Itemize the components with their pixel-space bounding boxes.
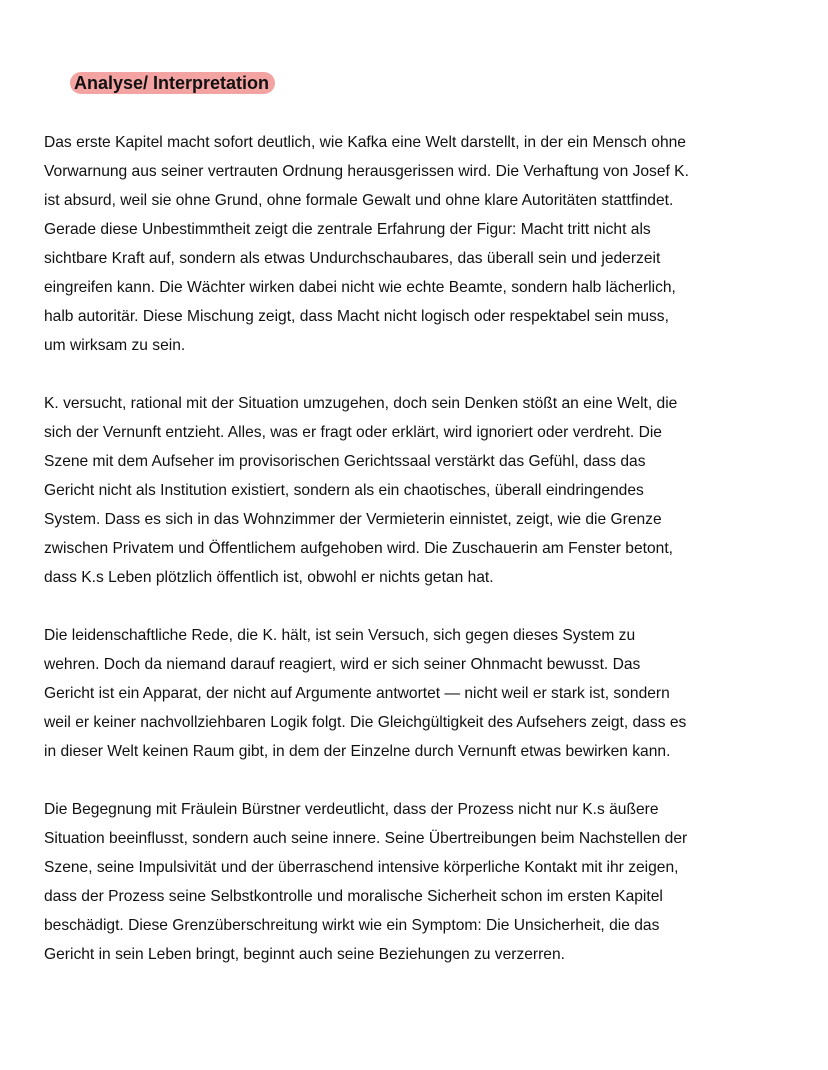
text-line: zwischen Privatem und Öffentlichem aufgehoben wird. Die Zuschauerin am Fenster betont, xyxy=(44,540,673,557)
text-line: Gericht ist ein Apparat, der nicht auf Argumente antwortet — nicht weil er stark ist, sondern xyxy=(44,685,670,702)
text-line: um wirksam zu sein. xyxy=(44,337,186,354)
text-line: Die Begegnung mit Fräulein Bürstner verdeutlicht, dass der Prozess nicht nur K.s äußere xyxy=(44,801,659,818)
paragraph-2 xyxy=(44,389,794,592)
paragraph-1 xyxy=(44,128,794,360)
text-line: Die leidenschaftliche Rede, die K. hält, ist sein Versuch, sich gegen dieses System zu xyxy=(44,627,636,644)
paragraph-3 xyxy=(44,621,794,766)
section-heading: Analyse/ Interpretation xyxy=(70,72,275,94)
text-line: in dieser Welt keinen Raum gibt, in dem der Einzelne durch Vernunft etwas bewirken kann. xyxy=(44,743,671,760)
paragraph-4 xyxy=(44,795,794,969)
text-line: sichtbare Kraft auf, sondern als etwas Undurchschaubares, das überall sein und jederzeit xyxy=(44,250,661,267)
text-line: weil er keiner nachvollziehbaren Logik folgt. Die Gleichgültigkeit des Aufsehers zeigt, dass es xyxy=(44,714,687,731)
text-line: dass K.s Leben plötzlich öffentlich ist, obwohl er nichts getan hat. xyxy=(44,569,494,586)
text-line: eingreifen kann. Die Wächter wirken dabei nicht wie echte Beamte, sondern halb lächerlich, xyxy=(44,279,676,296)
text-line: Szene mit dem Aufseher im provisorischen Gerichtssaal verstärkt das Gefühl, dass das xyxy=(44,453,646,470)
text-line: dass der Prozess seine Selbstkontrolle und moralische Sicherheit schon im ersten Kapitel xyxy=(44,888,663,905)
text-line: System. Dass es sich in das Wohnzimmer der Vermieterin einnistet, zeigt, wie die Grenze xyxy=(44,511,662,528)
heading-container xyxy=(70,72,275,94)
text-line: Gericht nicht als Institution existiert, sondern als ein chaotisches, überall eindringendes xyxy=(44,482,644,499)
text-line: wehren. Doch da niemand darauf reagiert, wird er sich seiner Ohnmacht bewusst. Das xyxy=(44,656,641,673)
text-line: sich der Vernunft entzieht. Alles, was er fragt oder erklärt, wird ignoriert oder verdreht. Die xyxy=(44,424,662,441)
text-line: Gericht in sein Leben bringt, beginnt auch seine Beziehungen zu verzerren. xyxy=(44,946,565,963)
document-body xyxy=(44,128,794,998)
text-line: Das erste Kapitel macht sofort deutlich, wie Kafka eine Welt darstellt, in der ein Mensch ohne xyxy=(44,134,686,151)
text-line: K. versucht, rational mit der Situation umzugehen, doch sein Denken stößt an eine Welt, die xyxy=(44,395,678,412)
text-line: beschädigt. Diese Grenzüberschreitung wirkt wie ein Symptom: Die Unsicherheit, die das xyxy=(44,917,660,934)
text-line: Vorwarnung aus seiner vertrauten Ordnung herausgerissen wird. Die Verhaftung von Josef K. xyxy=(44,163,689,180)
text-line: ist absurd, weil sie ohne Grund, ohne formale Gewalt und ohne klare Autoritäten stattfindet. xyxy=(44,192,674,209)
text-line: Gerade diese Unbestimmtheit zeigt die zentrale Erfahrung der Figur: Macht tritt nicht als xyxy=(44,221,651,238)
text-line: Situation beeinflusst, sondern auch seine innere. Seine Übertreibungen beim Nachstellen der xyxy=(44,830,688,847)
text-line: halb autoritär. Diese Mischung zeigt, dass Macht nicht logisch oder respektabel sein muss, xyxy=(44,308,669,325)
text-line: Szene, seine Impulsivität und der überraschend intensive körperliche Kontakt mit ihr zeigen, xyxy=(44,859,679,876)
